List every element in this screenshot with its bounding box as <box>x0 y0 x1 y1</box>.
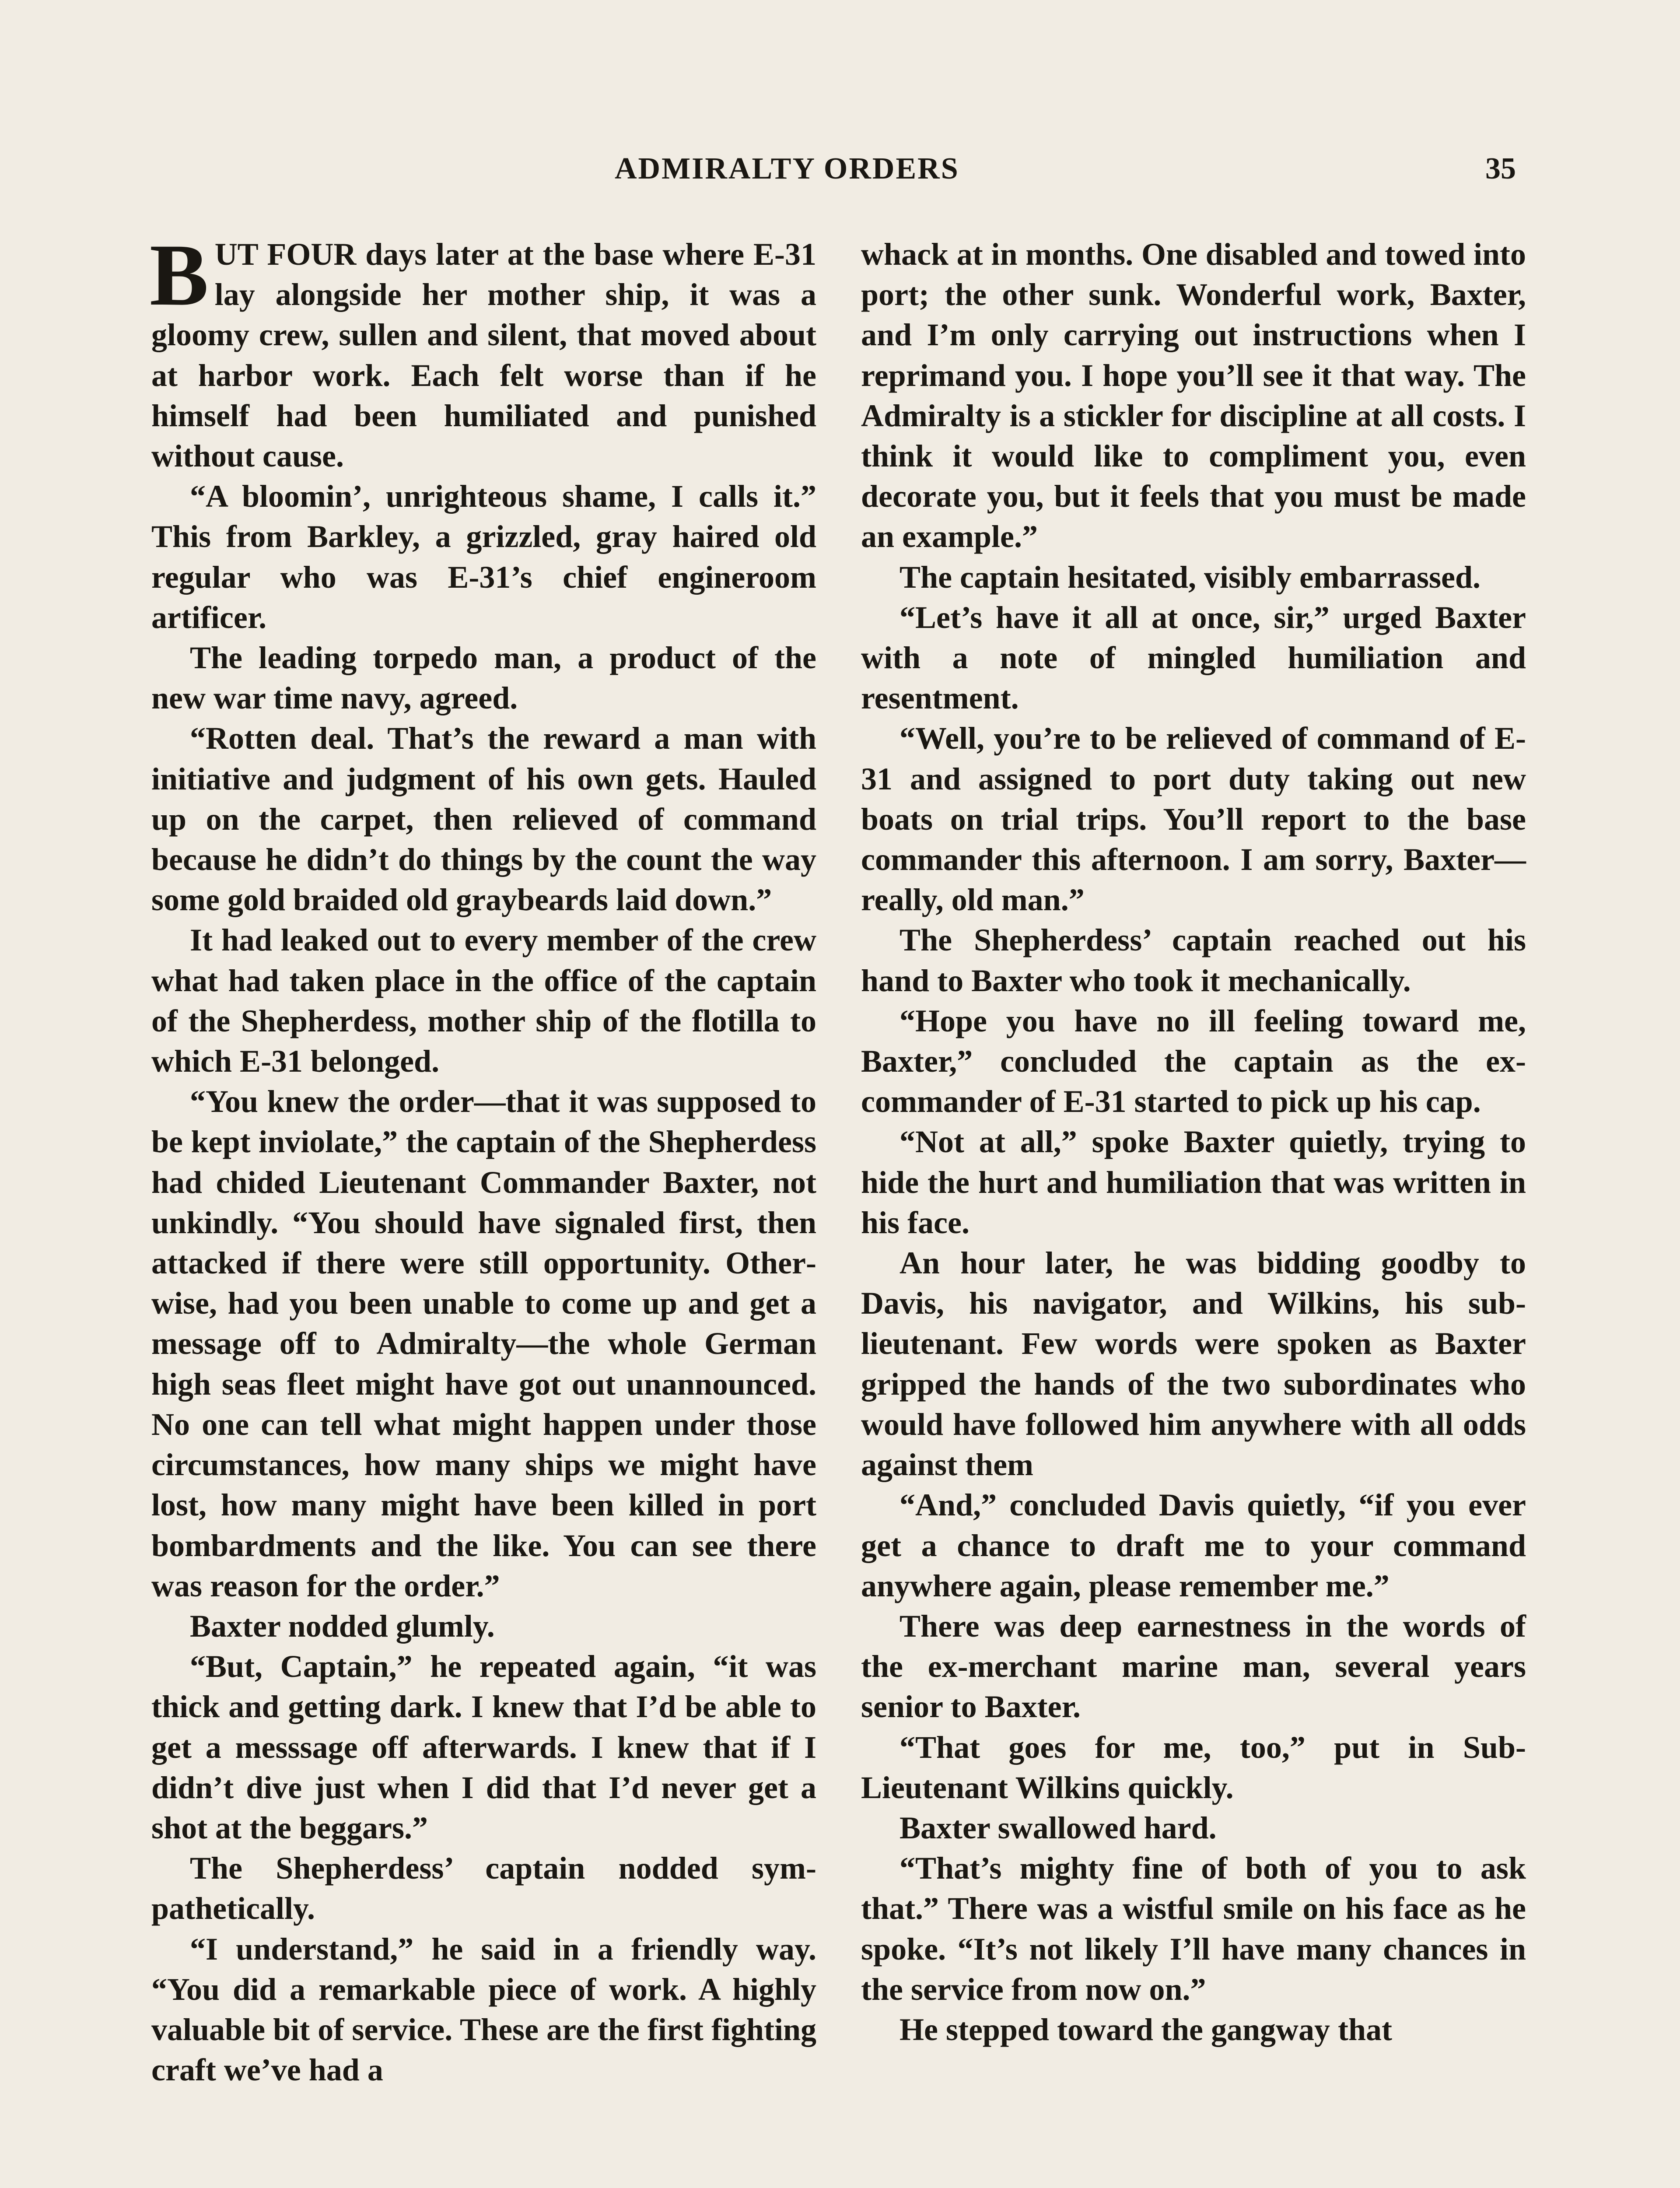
paragraph: The captain hesitated, visibly embarrassed. <box>900 559 1481 595</box>
paragraph: “And,” concluded Davis quietly, “if you ever get a chance to draft me to your command anywhere again, please remember me.” <box>861 1487 1526 1603</box>
paragraph: There was deep earnestness in the words of the ex-merchant marine man, several years senior to Baxter. <box>861 1608 1526 1725</box>
left-column <box>150 226 816 2090</box>
paragraph: whack at in months. One disabled and towed into port; the other sunk. Wonderful work, Baxter, and I’m only carrying out instructions when I reprimand you. I hope you’ll see it that way. The Admiralty is a stickler for discipline at all costs. I think it would like to compliment you, even decorate you, but it feels that you must be made an example.” <box>861 237 1526 554</box>
drop-cap: B <box>150 226 209 324</box>
right-column <box>861 234 1526 2050</box>
paragraph: The Shepherdess’ captain nodded sympathetically. <box>151 1851 816 1926</box>
paragraph: “Well, you’re to be relieved of command of E-31 and assigned to port duty taking out new boats on trial trips. You’ll report to the base commander this afternoon. I am sorry, Baxter—really, old man.” <box>861 721 1526 918</box>
paragraph: “Rotten deal. That’s the reward a man with initiative and judgment of his own gets. Hauled up on the carpet, then relieved of command because he didn’t do things by the count the way some gold braided old graybeards laid down.” <box>151 721 816 918</box>
paragraph: “That’s mighty fine of both of you to ask that.” There was a wistful smile on his face as he spoke. “It’s not likely I’ll have many chances in the service from now on.” <box>861 1851 1526 2007</box>
paragraph: “A bloomin’, unrighteous shame, I calls it.” This from Barkley, a grizzled, gray haired old regular who was E-31’s chief engineroom artificer. <box>151 479 816 635</box>
paragraph: It had leaked out to every member of the crew what had taken place in the office of the captain of the Shepherdess, mother ship of the flotilla to which E-31 belonged. <box>151 922 816 1079</box>
running-head: ADMIRALTY ORDERS <box>615 152 959 186</box>
paragraph <box>150 226 816 476</box>
paragraph: “Let’s have it all at once, sir,” urged Baxter with a note of mingled humiliation and resentment. <box>861 600 1526 716</box>
paragraph: Baxter swallowed hard. <box>900 1810 1217 1845</box>
paragraph: “Hope you have no ill feeling toward me, Baxter,” concluded the captain as the ex-commander of E-31 started to pick up his cap. <box>861 1003 1526 1119</box>
paragraph: He stepped toward the gangway that <box>900 2012 1392 2047</box>
paragraph-text: UT FOUR days later at the base where E-31 lay alongside her mother ship, it was a gloomy crew, sullen and silent, that moved about at harbor work. Each felt worse than if he himself had been humiliated and punished without cause. <box>151 237 816 474</box>
paragraph: “You knew the order—that it was supposed to be kept inviolate,” the captain of the Shepherdess had chided Lieutenant Commander Baxter, not unkindly. “You should have signaled first, then attacked if there were still opportunity. Otherwise, had you been unable to come up and get a message off to Admiralty—the whole German high seas fleet might have got out unannounced. No one can tell what might happen under those circumstances, how many ships we might have lost, how many might have been killed in port bombardments and the like. You can see there was reason for the order.” <box>151 1084 816 1603</box>
paragraph: Baxter nodded glumly. <box>190 1608 495 1644</box>
paragraph: “But, Captain,” he repeated again, “it was thick and getting dark. I knew that I’d be able to get a messsage off afterwards. I knew that if I didn’t dive just when I did that I’d never get a shot at the beggars.” <box>151 1649 816 1845</box>
paragraph: An hour later, he was bidding goodby to Davis, his navigator, and Wilkins, his sub-lieutenant. Few words were spoken as Baxter gripped the hands of the two subordinates who would have followed him anywhere with all odds against them <box>861 1245 1526 1483</box>
paragraph: “That goes for me, too,” put in Sub-Lieutenant Wilkins quickly. <box>861 1729 1526 1805</box>
paragraph: “I understand,” he said in a friendly way. “You did a remarkable piece of work. A highly valuable bit of service. These are the first fighting craft we’ve had a <box>151 1931 816 2088</box>
paragraph: The leading torpedo man, a product of the new war time navy, agreed. <box>151 640 816 716</box>
paragraph: The Shepherdess’ captain reached out his hand to Baxter who took it mechanically. <box>861 922 1526 998</box>
page-number: 35 <box>1485 152 1516 186</box>
paragraph: “Not at all,” spoke Baxter quietly, trying to hide the hurt and humiliation that was written in his face. <box>861 1124 1526 1240</box>
